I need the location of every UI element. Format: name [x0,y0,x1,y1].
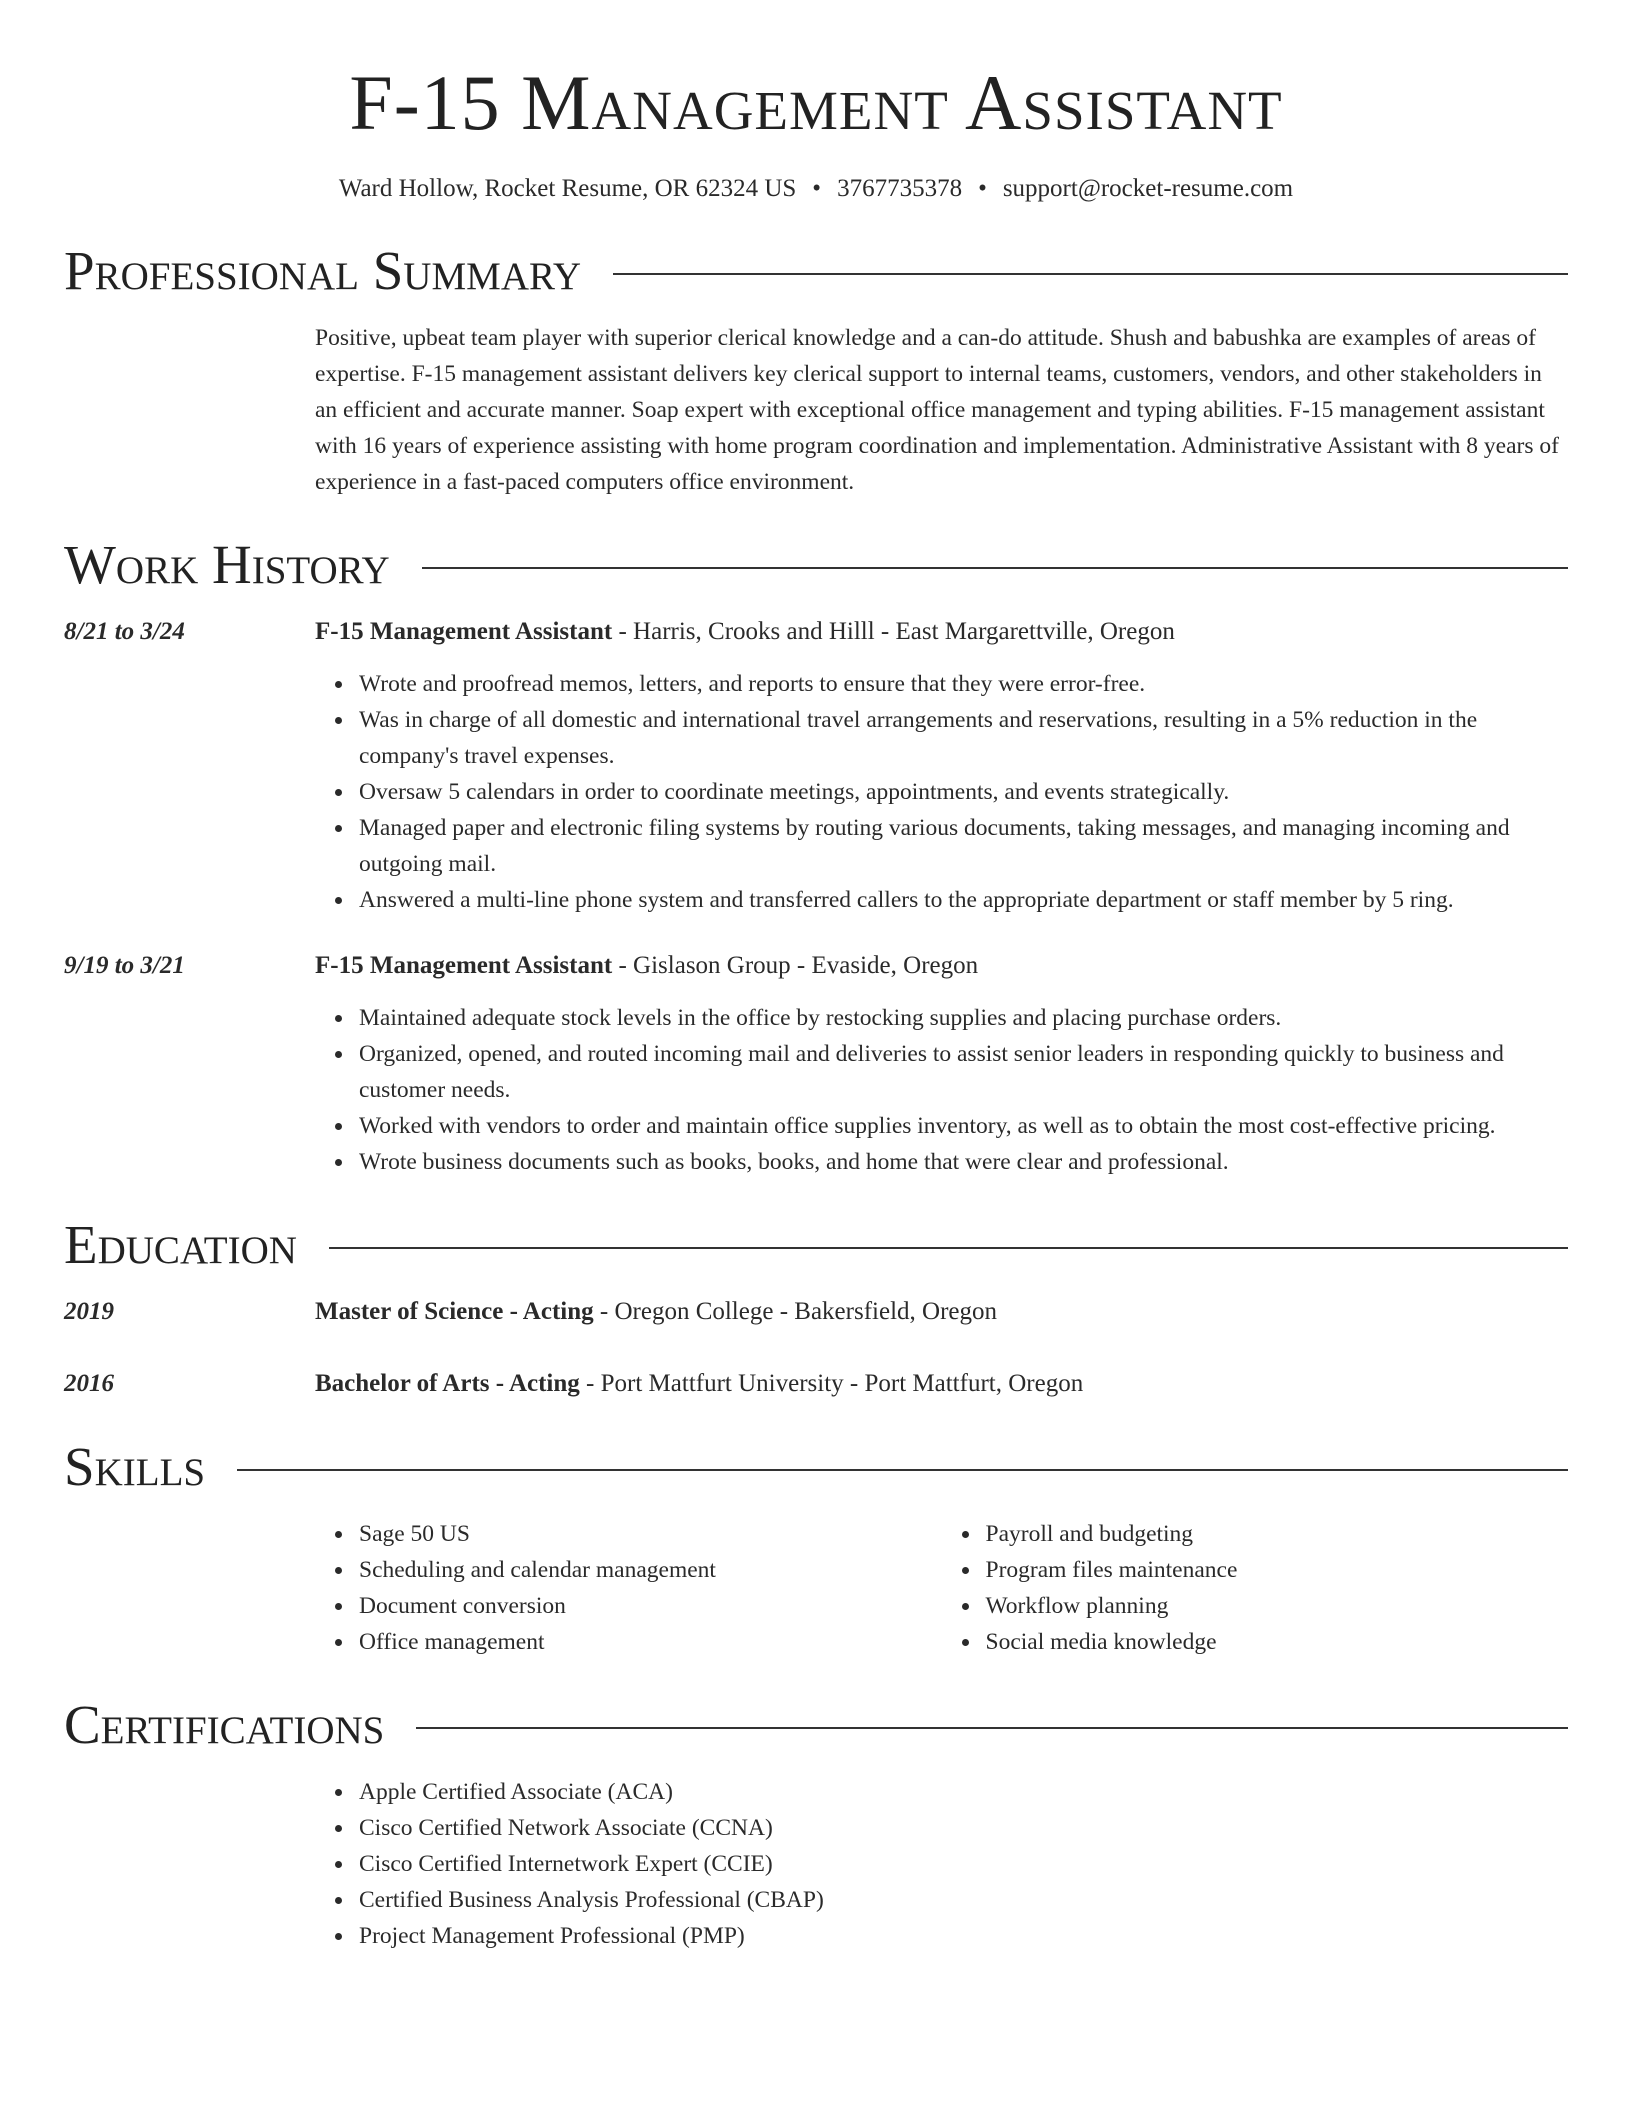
section-header-certifications [64,1694,1568,1756]
job-bullet: Wrote and proofread memos, letters, and reports to ensure that they were error-free. [359,666,1568,702]
skill-item: Office management [359,1624,942,1660]
job-bullet: Maintained adequate stock levels in the office by restocking supplies and placing purchase orders. [359,1000,1568,1036]
job-bullets-row [64,650,1568,918]
certification-item: Cisco Certified Network Associate (CCNA) [359,1810,824,1846]
certifications-spacer [64,1774,315,1954]
job-bullet-list [315,1000,1568,1180]
skills-list [315,1516,942,1660]
job-employer-location: - Harris, Crooks and Hilll - East Margarettville, Oregon [612,618,1175,645]
skill-item: Document conversion [359,1588,942,1624]
job-dates: 9/19 to 3/21 [64,952,185,979]
job-header [64,948,1568,984]
skill-item: Program files maintenance [986,1552,1569,1588]
skill-item: Payroll and budgeting [986,1516,1569,1552]
contact-separator: • [978,175,987,202]
job-title-line [315,948,1568,984]
education-year: 2016 [64,1370,114,1397]
education-line [315,1366,1568,1402]
job-header [64,614,1568,650]
contact-address: Ward Hollow, Rocket Resume, OR 62324 US [338,175,797,202]
job-title: F-15 Management Assistant [315,952,613,979]
job-bullet: Answered a multi-line phone system and transferred callers to the appropriate department or staff member by 5 ring. [359,882,1568,918]
skill-item: Sage 50 US [359,1516,942,1552]
section-divider [416,1727,1568,1729]
job-bullet: Managed paper and electronic filing systems by routing various documents, taking messages, and managing incoming and outgoing mail. [359,810,1568,882]
education-entry [64,1294,1568,1330]
job-dates: 8/21 to 3/24 [64,618,185,645]
skills-column-left [315,1516,942,1660]
education-degree: Bachelor of Arts - Acting [315,1370,580,1397]
job-bullet: Organized, opened, and routed incoming mail and deliveries to assist senior leaders in responding quickly to business and customer needs. [359,1036,1568,1108]
job-employer-location: - Gislason Group - Evaside, Oregon [612,952,979,979]
section-header-work-history [64,534,1568,596]
section-divider [329,1247,1568,1249]
section-divider [613,273,1568,275]
job-title-line [315,614,1568,650]
job-bullets-row [64,984,1568,1180]
job-bullet: Worked with vendors to order and maintain office supplies inventory, as well as to obtain the most cost-effective pricing. [359,1108,1568,1144]
education-entry [64,1366,1568,1402]
certifications-column [315,1774,824,1954]
job-entry [64,948,1568,1180]
skills-list [942,1516,1569,1660]
education-school-location: - Port Mattfurt University - Port Mattfurt, Oregon [579,1370,1084,1397]
section-divider [237,1469,1568,1471]
certifications-block [64,1774,1568,1954]
education-line [315,1294,1568,1330]
certification-item: Cisco Certified Internetwork Expert (CCIE) [359,1846,824,1882]
section-title-summary: Professional Summary [64,240,582,301]
candidate-name: F-15 Management Assistant [349,59,1283,146]
certification-item: Project Management Professional (PMP) [359,1918,824,1954]
section-header-skills [64,1436,1568,1498]
skill-item: Workflow planning [986,1588,1569,1624]
section-divider [422,567,1568,569]
job-bullet: Oversaw 5 calendars in order to coordinate meetings, appointments, and events strategically. [359,774,1568,810]
job-bullet: Wrote business documents such as books, books, and home that were clear and professional. [359,1144,1568,1180]
section-title-skills: Skills [64,1436,206,1497]
section-title-certifications: Certifications [64,1694,385,1755]
skills-column-right [942,1516,1569,1660]
section-header-summary [64,240,1568,302]
certifications-list [315,1774,824,1954]
contact-separator: • [812,175,822,202]
contact-phone: 3767735378 [837,175,963,202]
section-header-education [64,1214,1568,1276]
certification-item: Apple Certified Associate (ACA) [359,1774,824,1810]
summary-block [64,320,1568,500]
skill-item: Social media knowledge [986,1624,1569,1660]
education-school-location: - Oregon College - Bakersfield, Oregon [593,1298,997,1325]
section-title-work-history: Work History [64,534,390,595]
education-year: 2019 [64,1298,114,1325]
job-title: F-15 Management Assistant [315,618,613,645]
certification-item: Certified Business Analysis Professional (CBAP) [359,1882,824,1918]
skill-item: Scheduling and calendar management [359,1552,942,1588]
job-entry [64,614,1568,918]
skills-grid [64,1516,1568,1660]
job-bullet-list [315,666,1568,918]
education-degree: Master of Science - Acting [315,1298,594,1325]
contact-email: support@rocket-resume.com [1002,175,1294,202]
job-bullet: Was in charge of all domestic and international travel arrangements and reservations, resulting in a 5% reduction in the company's travel expenses. [359,702,1568,774]
contact-line [64,172,1568,206]
skills-spacer [64,1516,315,1660]
section-title-education: Education [64,1214,297,1275]
summary-text: Positive, upbeat team player with superior clerical knowledge and a can-do attitude. Shush and babushka are examples of areas of expertise. F-15 management assistant delivers key clerical support to internal teams, customers, vendors, and other stakeholders in an efficient and accurate manner. Soap expert with exceptional office management and typing abilities. F-15 management assistant with 16 years of experience assisting with home program coordination and implementation. Administrative Assistant with 8 years of experience in a fast-paced computers office environment. [315,325,1559,495]
